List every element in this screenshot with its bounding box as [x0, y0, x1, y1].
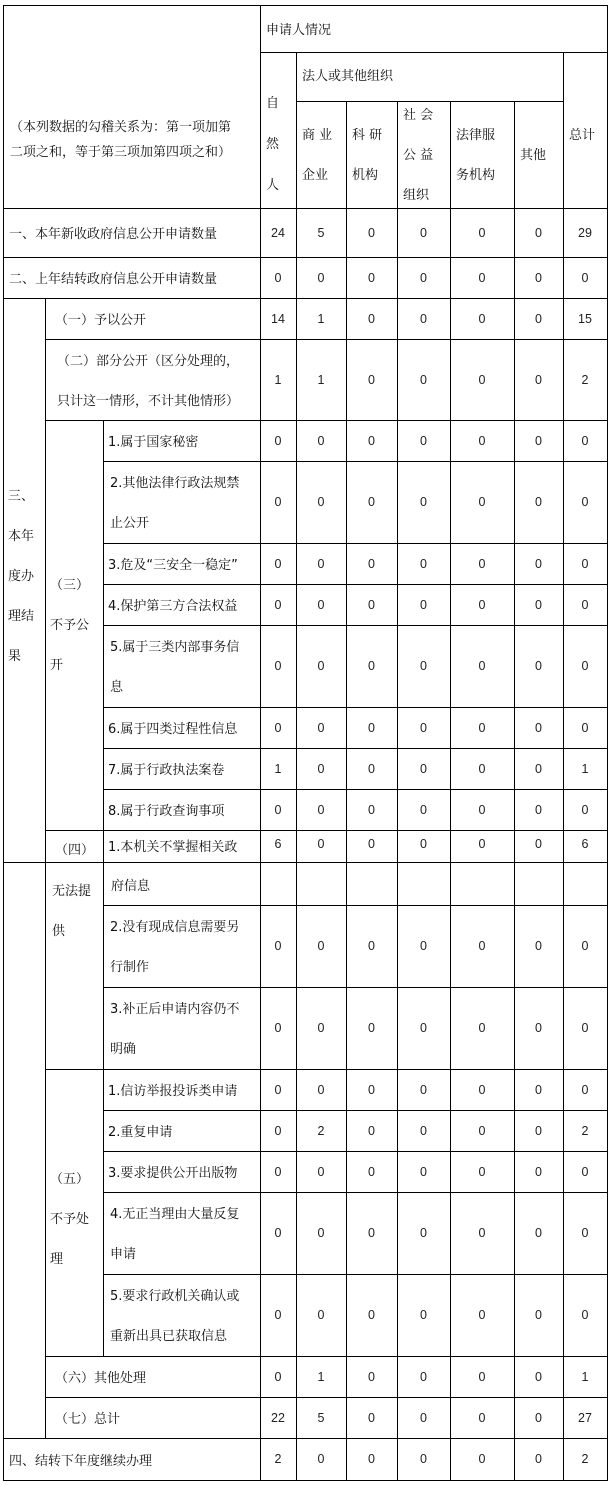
row-label: 一、本年新收政府信息公开申请数量 — [9, 227, 218, 242]
row-value: 0 — [420, 495, 427, 509]
header-corner-note-line2: 二项之和，等于第三项加第四项之和） — [10, 145, 232, 160]
row-value: 5 — [317, 1410, 325, 1425]
row-value: 0 — [478, 1369, 486, 1384]
sub3-label: （三） — [50, 578, 90, 593]
row-value: 0 — [317, 1164, 325, 1179]
row-label: 止公开 — [110, 516, 150, 531]
row-value: 0 — [478, 556, 486, 571]
row-label: 3.要求提供公开出版物 — [108, 1166, 238, 1181]
row-value: 0 — [368, 495, 375, 509]
row-value: 0 — [478, 1123, 486, 1138]
row-value: 0 — [420, 311, 427, 326]
row-value: 2 — [581, 1452, 589, 1466]
section3-label: 理结 — [8, 609, 35, 624]
empty-value-cell — [260, 862, 297, 906]
row-value: 1 — [581, 761, 589, 776]
row-value: 1 — [274, 372, 282, 387]
row-value: 0 — [478, 495, 486, 509]
row-value: 0 — [317, 495, 325, 509]
row-value: 0 — [317, 1452, 325, 1466]
row-value: 1 — [317, 311, 325, 326]
row-value: 0 — [368, 1021, 375, 1035]
row-value: 0 — [368, 225, 375, 240]
total-header-label: 总计 — [569, 128, 596, 143]
row-value: 0 — [535, 1082, 542, 1097]
row-label: 行制作 — [110, 960, 150, 975]
row-value: 0 — [478, 597, 486, 612]
column-header-label: 企业 — [302, 168, 329, 183]
row-value: 0 — [317, 939, 325, 953]
row-value: 0 — [535, 1308, 542, 1322]
row-value: 0 — [420, 225, 427, 240]
row-value: 1 — [317, 1369, 325, 1384]
row-value: 0 — [317, 270, 325, 285]
row-value: 0 — [478, 1308, 486, 1322]
row-value: 27 — [578, 1410, 592, 1425]
row-value: 0 — [368, 311, 375, 326]
row-value: 0 — [317, 1226, 325, 1240]
row-value: 0 — [478, 659, 486, 673]
row-value: 0 — [274, 939, 282, 953]
row-label: 2.重复申请 — [108, 1125, 173, 1140]
empty-value-cell — [296, 862, 347, 906]
row-value: 0 — [478, 270, 486, 285]
sub3-label: 开 — [50, 658, 64, 673]
row-value: 0 — [317, 837, 325, 851]
row-value: 0 — [420, 1369, 427, 1384]
row-value: 0 — [420, 1226, 427, 1240]
empty-value-cell — [397, 862, 451, 906]
row-value: 0 — [274, 597, 282, 612]
row-value: 0 — [535, 311, 542, 326]
sub5-label: 不予处 — [50, 1212, 90, 1227]
row-value: 0 — [535, 1021, 542, 1035]
row-value: 0 — [420, 659, 427, 673]
row-value: 0 — [581, 270, 589, 285]
row-value: 24 — [271, 225, 285, 240]
column-header-label: 科 研 — [352, 128, 383, 143]
row-value: 0 — [535, 372, 542, 387]
row-value: 0 — [535, 556, 542, 571]
row-value: 0 — [274, 556, 282, 571]
row-label: 四、结转下年度继续办理 — [9, 1453, 153, 1469]
row-value: 0 — [478, 837, 486, 851]
row-value: 0 — [317, 720, 325, 735]
row-value: 0 — [478, 1410, 486, 1425]
row-value: 0 — [368, 597, 375, 612]
row-label: 5.属于三类内部事务信 — [110, 640, 240, 655]
row-value: 0 — [420, 372, 427, 387]
row-label: （一）予以公开 — [55, 313, 147, 328]
row-value: 0 — [368, 372, 375, 387]
row-value: 0 — [274, 1021, 282, 1035]
applicant-group-label: 申请人情况 — [266, 23, 332, 38]
row-value: 0 — [535, 495, 542, 509]
row-value: 0 — [581, 1308, 589, 1322]
row-value: 0 — [535, 837, 542, 851]
row-value: 0 — [368, 720, 375, 735]
row-value: 0 — [535, 597, 542, 612]
row-value: 5 — [317, 225, 325, 240]
row-value: 0 — [478, 1452, 486, 1466]
row-value: 0 — [420, 1082, 427, 1097]
section3-label: 三、 — [8, 489, 35, 504]
row-value: 0 — [274, 1082, 282, 1097]
row-value: 15 — [578, 311, 592, 326]
sub5-label: 理 — [50, 1252, 64, 1267]
row-value: 0 — [581, 1021, 589, 1035]
row-value: 0 — [420, 720, 427, 735]
column-header-label: 法律服 — [456, 128, 496, 143]
row-value: 29 — [578, 225, 592, 240]
row-value: 0 — [368, 556, 375, 571]
row-value: 2 — [274, 1452, 282, 1466]
row-value: 0 — [535, 1369, 542, 1384]
row-value: 0 — [368, 1123, 375, 1138]
row-value: 0 — [478, 311, 486, 326]
row-value: 0 — [368, 1369, 375, 1384]
row-label: 明确 — [110, 1042, 137, 1057]
header-corner-note-line1: （本列数据的勾稽关系为：第一项加第 — [10, 120, 232, 135]
row-label: 1.信访举报投诉类申请 — [108, 1084, 238, 1099]
row-value: 0 — [535, 433, 542, 448]
row-value: 0 — [535, 720, 542, 735]
natural-person-label: 自 — [266, 96, 280, 111]
row-value: 0 — [317, 433, 325, 448]
row-value: 0 — [535, 761, 542, 776]
row-value: 2 — [581, 372, 589, 387]
row-value: 0 — [581, 597, 589, 612]
row-value: 0 — [420, 597, 427, 612]
row-value: 0 — [420, 1021, 427, 1035]
row-value: 6 — [581, 837, 589, 851]
sub3-label: 不予公 — [50, 618, 90, 633]
row-value: 0 — [535, 1123, 542, 1138]
row-value: 0 — [368, 1308, 375, 1322]
row-value: 0 — [581, 1226, 589, 1240]
row-value: 0 — [478, 720, 486, 735]
row-value: 0 — [535, 659, 542, 673]
row-value: 0 — [478, 1164, 486, 1179]
section3-label: 度办 — [8, 569, 35, 584]
row-value: 1 — [274, 761, 282, 776]
row-value: 0 — [368, 1082, 375, 1097]
column-header-label: 其他 — [520, 148, 547, 163]
row-value: 0 — [581, 433, 589, 448]
row-value: 0 — [368, 802, 375, 817]
row-label: 息 — [110, 680, 124, 695]
natural-person-label: 然 — [266, 137, 280, 152]
row-value: 0 — [420, 939, 427, 953]
row-value: 0 — [317, 1082, 325, 1097]
row-value: 0 — [274, 720, 282, 735]
row-label: 5.要求行政机关确认或 — [110, 1289, 240, 1304]
row-value: 0 — [317, 556, 325, 571]
row-value: 22 — [271, 1410, 285, 1425]
row-value: 0 — [420, 556, 427, 571]
row-label: 7.属于行政执法案卷 — [108, 763, 225, 778]
sub5-label: （五） — [50, 1172, 90, 1187]
row-value: 0 — [274, 659, 282, 673]
row-value: 0 — [581, 1082, 589, 1097]
row-label: 二、上年结转政府信息公开申请数量 — [9, 272, 218, 287]
row-label: （六）其他处理 — [55, 1371, 147, 1386]
row-value: 0 — [368, 1410, 375, 1425]
row-value: 0 — [535, 939, 542, 953]
sub4-cont-label: 无法提 — [52, 884, 92, 899]
row-label: 4.无正当理由大量反复 — [110, 1207, 240, 1222]
row-value: 0 — [368, 1226, 375, 1240]
column-header-label: 公 益 — [403, 148, 434, 163]
column-header-label: 商 业 — [302, 128, 333, 143]
row-value: 0 — [274, 1226, 282, 1240]
row-value: 1 — [317, 372, 325, 387]
row-value: 0 — [478, 1021, 486, 1035]
column-header-label: 组织 — [403, 188, 430, 203]
row-value: 0 — [274, 1123, 282, 1138]
row-value: 0 — [478, 761, 486, 776]
row-value: 0 — [368, 1452, 375, 1466]
row-value: 0 — [420, 1164, 427, 1179]
row-value: 2 — [581, 1123, 589, 1138]
row-value: 0 — [581, 659, 589, 673]
row-value: 0 — [535, 1452, 542, 1466]
row-value: 0 — [478, 372, 486, 387]
sub4-cont-label: 供 — [52, 924, 66, 939]
row-value: 0 — [274, 802, 282, 817]
row-value: 0 — [581, 720, 589, 735]
row-value: 0 — [420, 1308, 427, 1322]
row-value: 6 — [274, 837, 282, 851]
row-value: 0 — [274, 1308, 282, 1322]
row-value: 0 — [535, 1226, 542, 1240]
row-value: 0 — [274, 1164, 282, 1179]
row-value: 0 — [478, 1226, 486, 1240]
row-value: 0 — [368, 659, 375, 673]
row-value: 0 — [478, 939, 486, 953]
row-label: 2.没有现成信息需要另 — [110, 920, 240, 935]
row-value: 0 — [368, 270, 375, 285]
row-label: 3.补正后申请内容仍不 — [110, 1002, 240, 1017]
row-label: （七）总计 — [55, 1412, 121, 1427]
section3-label-cell-continued — [3, 862, 46, 1439]
row-value: 0 — [274, 433, 282, 448]
section3-label: 果 — [8, 649, 22, 664]
row-label: 8.属于行政查询事项 — [108, 804, 225, 819]
row-value: 0 — [478, 225, 486, 240]
row-value: 0 — [368, 1164, 375, 1179]
row-value: 0 — [368, 433, 375, 448]
legal-group-label: 法人或其他组织 — [302, 69, 394, 84]
row-label: 4.保护第三方合法权益 — [108, 599, 238, 614]
row-value: 0 — [274, 270, 282, 285]
row-value: 0 — [420, 761, 427, 776]
row-value: 0 — [420, 1123, 427, 1138]
row-value: 0 — [581, 802, 589, 817]
row-value: 14 — [271, 311, 285, 326]
row-label: 只计这一情形，不计其他情形） — [57, 394, 240, 409]
row-value: 2 — [317, 1123, 325, 1138]
row-value: 0 — [317, 597, 325, 612]
column-header-label: 务机构 — [456, 168, 496, 183]
row-label: 3.危及“三安全一稳定” — [108, 558, 238, 573]
row-value: 0 — [581, 556, 589, 571]
row-value: 0 — [535, 1164, 542, 1179]
sub4-label: （四） — [55, 843, 95, 858]
column-header-label: 社 会 — [403, 108, 434, 123]
row-value: 0 — [478, 1082, 486, 1097]
row-value: 0 — [535, 802, 542, 817]
row-label: 1.本机关不掌握相关政 — [108, 840, 238, 855]
row-value: 0 — [317, 802, 325, 817]
empty-value-cell — [514, 862, 564, 906]
row-value: 0 — [420, 802, 427, 817]
row-value: 0 — [535, 225, 542, 240]
row-value: 0 — [581, 1164, 589, 1179]
row-value: 0 — [274, 495, 282, 509]
empty-value-cell — [450, 862, 515, 906]
row-label-continued: 府信息 — [111, 879, 151, 894]
row-value: 0 — [317, 761, 325, 776]
row-label: 6.属于四类过程性信息 — [108, 722, 238, 737]
row-value: 0 — [368, 837, 375, 851]
row-value: 0 — [274, 1369, 282, 1384]
row-value: 0 — [581, 495, 589, 509]
row-value: 0 — [535, 1410, 542, 1425]
row-value: 1 — [581, 1369, 589, 1384]
row-value: 0 — [420, 270, 427, 285]
row-label: 重新出具已获取信息 — [110, 1329, 228, 1344]
row-value: 0 — [478, 802, 486, 817]
natural-person-label: 人 — [266, 178, 280, 193]
row-value: 0 — [478, 433, 486, 448]
row-value: 0 — [420, 433, 427, 448]
row-value: 0 — [581, 939, 589, 953]
section3-label: 本年 — [8, 529, 35, 544]
empty-value-cell — [563, 862, 608, 906]
row-label: （二）部分公开（区分处理的， — [57, 354, 240, 369]
row-value: 0 — [420, 1452, 427, 1466]
row-value: 0 — [317, 1308, 325, 1322]
row-value: 0 — [420, 837, 427, 851]
row-value: 0 — [317, 1021, 325, 1035]
column-header-label: 机构 — [352, 168, 379, 183]
row-label: 1.属于国家秘密 — [108, 435, 199, 450]
row-label: 申请 — [110, 1247, 137, 1262]
row-value: 0 — [368, 761, 375, 776]
row-value: 0 — [368, 939, 375, 953]
row-value: 0 — [535, 270, 542, 285]
row-value: 0 — [317, 659, 325, 673]
row-label: 2.其他法律行政法规禁 — [110, 476, 240, 491]
row-value: 0 — [420, 1410, 427, 1425]
empty-value-cell — [346, 862, 398, 906]
